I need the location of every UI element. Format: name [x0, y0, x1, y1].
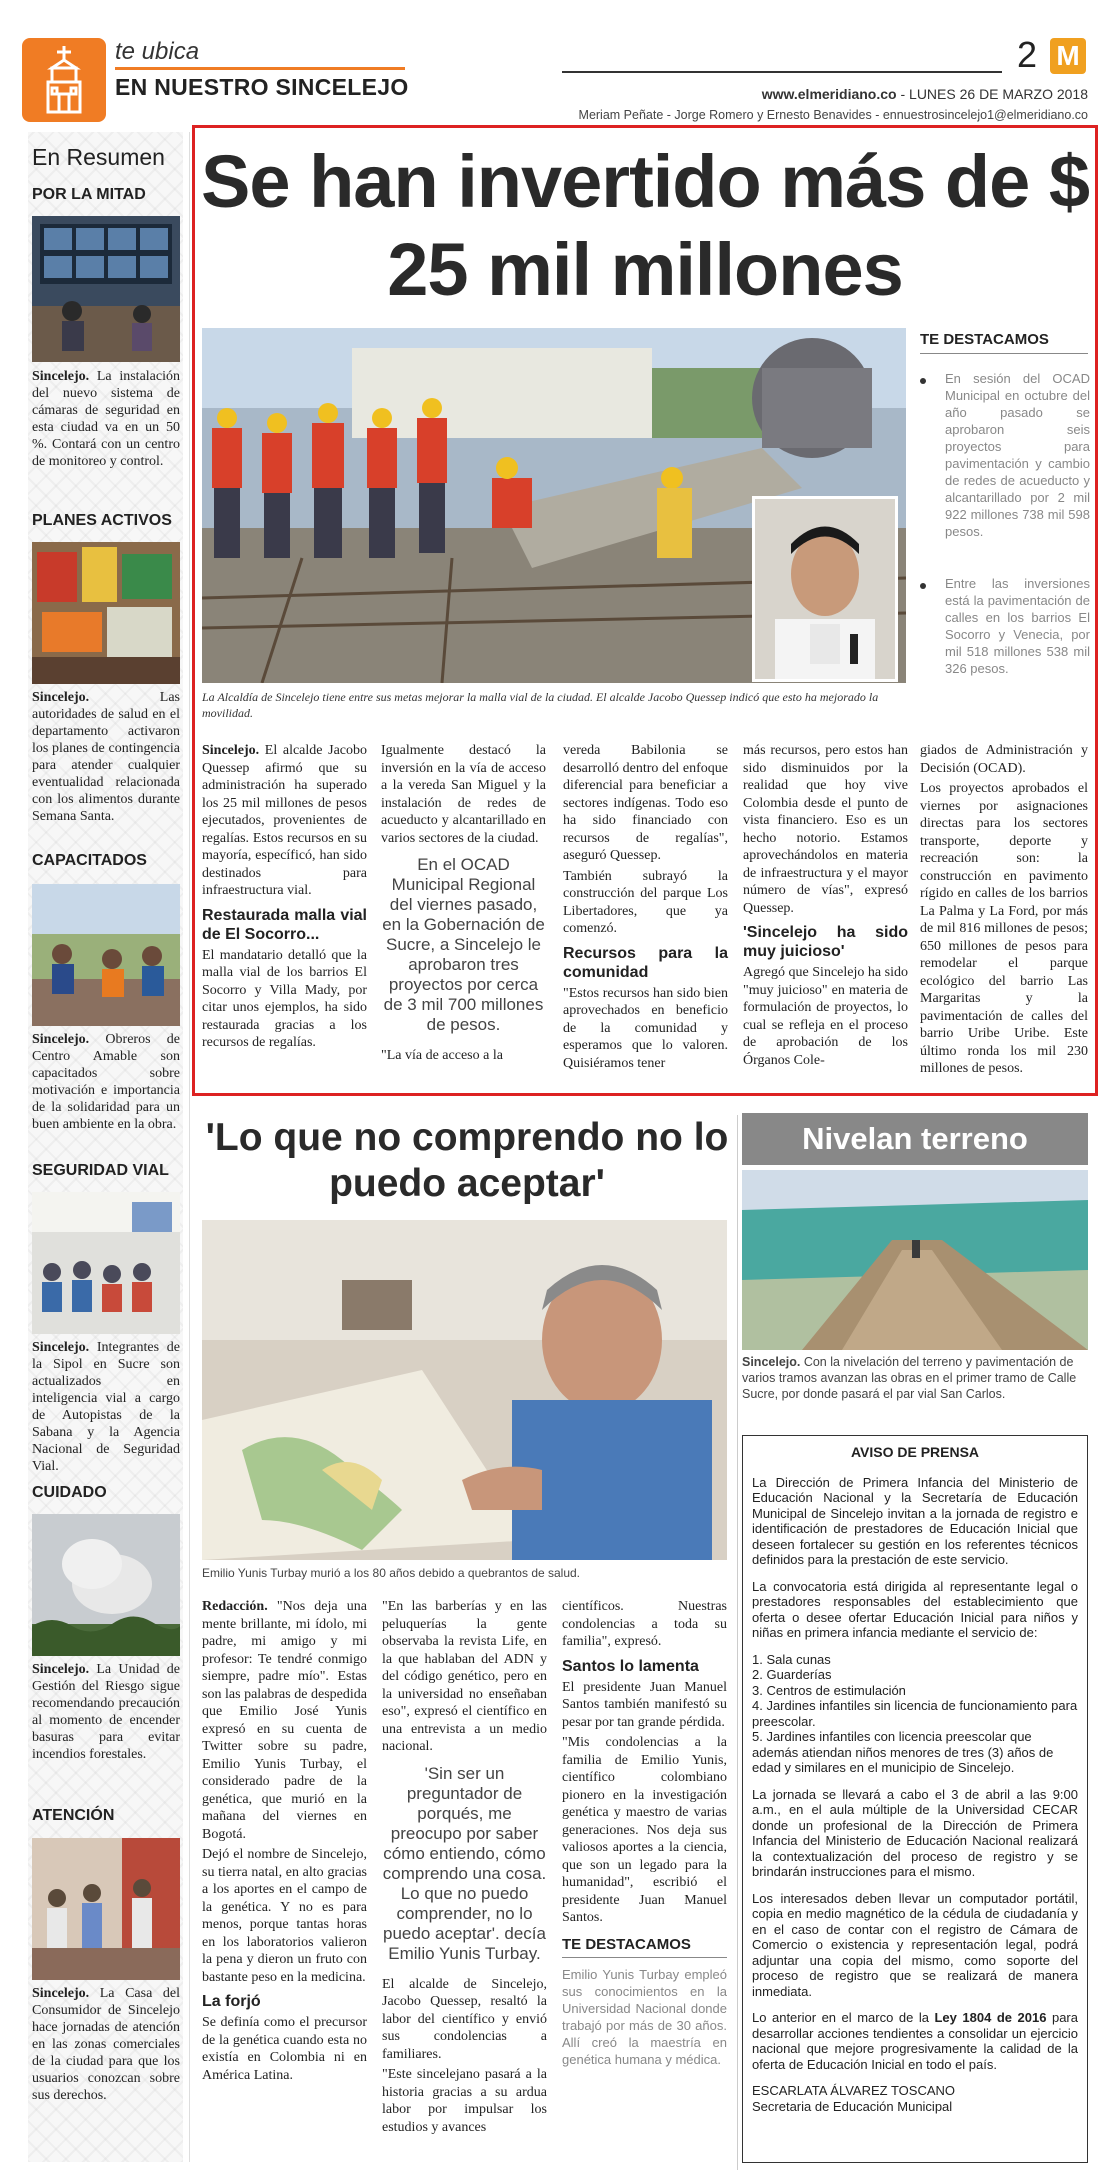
- story2-col-2: [382, 1598, 547, 2139]
- sidebar-heading: CUIDADO: [32, 1484, 107, 1501]
- main-col-3: [563, 742, 728, 1075]
- column-divider: [737, 1115, 738, 2170]
- paragraph: Igualmente destacó la inversión en la vía de acceso a la vereda San Miguel y la instalación de redes de acueducto y alcantarillado en varios sectores de la ciudad.: [381, 743, 546, 846]
- sidebar-photo-training: [32, 1192, 180, 1334]
- paragraph: Se definía como el precursor de la genética cuando esta no existía en Colombia ni en América Latina.: [202, 2015, 367, 2083]
- main-col-5: [920, 742, 1088, 1081]
- sidebar-photo-consumer: [32, 1838, 180, 1980]
- section-prefix: te ubica: [115, 38, 200, 65]
- paragraph: Agregó que Sincelejo ha sido "muy juicioso" en materia de formulación de proyectos, lo cual se refleja en el proceso de aprobación de los Órganos Cole-: [743, 965, 908, 1068]
- sidebar-heading: ATENCIÓN: [32, 1807, 115, 1824]
- te-destacamos-heading: TE DESTACAMOS: [920, 331, 1049, 348]
- pull-quote: En el OCAD Municipal Regional del viernes pasado, en la Gobernación de Sucre, a Sincelejo le aprobaron tres proyectos por cerca de 3 mil 700 millones de pesos.: [382, 855, 545, 1034]
- story2-col-3: [562, 1598, 727, 2071]
- te-destacamos-rule: [562, 1957, 727, 1958]
- paragraph: Los proyectos aprobados el viernes por asignaciones directas para los sectores transporte, deporte y recreación son: la construcción en pavimento rígido en calles de los barrios La Palma y La Ford, por más de mil 816 millones de pesos; 650 millones de pesos para remodelar el parque ecológico del barrio Las Margaritas y la pavimentación de calles del barrio Uribe Uribe. Este último ronda los mil 230 millones de pesos.: [920, 781, 1088, 1076]
- dateline: [560, 86, 1088, 102]
- paragraph: La convocatoria está dirigida al representante legal o prestadores responsables del establecimiento que oferta o desee ofertar Educación Inicial para niños y niñas en primera infancia mediante el servicio de:: [752, 1578, 1078, 1640]
- te-destacamos-text: Emilio Yunis Turbay empleó sus conocimientos en la Universidad Nacional donde trabajó por más de 30 años. Allí creó la maestría en genética humana y médica.: [562, 1966, 727, 2067]
- sidebar-text: Sincelejo. Las autoridades de salud en el departamento activaron los planes de contingencia para atender cualquier eventualidad relacionada con los alimentos durante Semana Santa.: [32, 690, 180, 824]
- paragraph: El alcalde de Sincelejo, Jacobo Quessep, resaltó la labor del científico y envió sus condolencias a familiares.: [382, 1976, 547, 2062]
- aviso-content: [742, 1445, 1088, 2114]
- sidebar-text: Sincelejo. Integrantes de la Sipol en Sucre son actualizados en inteligencia vial a cargo de Autopistas de la Sabana y la Agencia Nacional de Seguridad Vial.: [32, 1340, 180, 1474]
- page-number: 2: [1017, 34, 1038, 75]
- nivelan-caption: Sincelejo. Con la nivelación del terreno y pavimentación de varios tramos avanzan las obras en el primer tramo de Calle Sucre, por donde pasará el par vial San Carlos.: [742, 1355, 1077, 1401]
- list-item: 3. Centros de estimulación: [752, 1682, 906, 1698]
- list-item: 1. Sala cunas: [752, 1651, 831, 1667]
- sidebar-text: Sincelejo. La Unidad de Gestión del Riesgo sigue recomendando precaución al momento de encender basuras para evitar incendios forestales.: [32, 1662, 180, 1762]
- paragraph: "En las barberías y en las peluquerías la gente observaba la revista Life, en la que hablaban del ADN y del código genético, pero en la universidad no enseñaban eso", expresó el científico en una entrevista a un medio nacional.: [382, 1599, 547, 1754]
- brand-logo: M: [1050, 38, 1086, 74]
- bullet-icon: [920, 378, 926, 384]
- paragraph: científicos. Nuestras condolencias a toda su familia", expresó.: [562, 1599, 727, 1649]
- nivelan-photo: [742, 1170, 1088, 1350]
- paragraph: El mandatario detalló que la malla vial de los barrios El Socorro y Villa Mady, por citar unos ejemplos, ha sido restaurada gracias a los recursos de regalías.: [202, 947, 367, 1050]
- sidebar-photo-smoke: [32, 1514, 180, 1656]
- te-destacamos-heading: TE DESTACAMOS: [562, 1935, 691, 1953]
- section-name: EN NUESTRO SINCELEJO: [115, 74, 409, 100]
- paragraph: "Este sincelejano pasará a la historia gracias a su ardua labor por impulsar los estudios y avances: [382, 2067, 547, 2135]
- paragraph: vereda Babilonia se desarrolló dentro del enfoque diferencial para beneficiar a sectores indígenas. Todo eso ha sido financiado con recursos de regalías", aseguró Quessep.: [563, 743, 728, 863]
- story2-photo-emilio-yunis: [202, 1220, 727, 1560]
- subheading: 'Sincelejo ha sido muy juicioso': [743, 924, 908, 960]
- paragraph: La jornada se llevará a cabo el 3 de abril a las 9:00 a.m., en el aula múltiple de la Universidad CECAR donde un profesional de la Dirección de Primera Infancia del Ministerio de Educación Nacional realizará la contextualización del proceso de registro y se brindarán instrucciones para el mismo.: [752, 1786, 1078, 1879]
- paragraph: La Dirección de Primera Infancia del Ministerio de Educación Nacional y la Secretaría de Educación Municipal de Sincelejo invitan a la jornada de registro e identificación de prestadores de Educación Inicial que deseen fortalecer su gestión en los referentes técnicos definidos para la prestación de este servicio.: [752, 1474, 1078, 1567]
- sidebar-photo-food: [32, 542, 180, 684]
- church-icon: [22, 38, 106, 122]
- aviso-list: [752, 1652, 1078, 1776]
- main-photo-caption: La Alcaldía de Sincelejo tiene entre sus metas mejorar la malla vial de la ciudad. El alcalde Jacobo Quessep indicó que esto ha mejorado la movilidad.: [202, 690, 879, 720]
- section-rule: [115, 67, 405, 70]
- website-link[interactable]: www.elmeridiano.co: [761, 86, 897, 102]
- bylines: Meriam Peñate - Jorge Romero y Ernesto Benavides - ennuestrosincelejo1@elmeridiano.co: [578, 108, 1088, 122]
- main-headline: Se han invertido más de $ 25 mil millones: [201, 140, 1089, 311]
- date-text: - LUNES 26 DE MARZO 2018: [900, 86, 1088, 102]
- paragraph: Dejó el nombre de Sincelejo, su tierra natal, en alto gracias a los aportes en el campo de la genética. Y no es para menos, porque tantas horas en los laboratorios valieron la pena y dieron un fruto con bastante peso en la medicina.: [202, 1847, 367, 1985]
- sidebar-title: En Resumen: [32, 144, 165, 170]
- bullet-icon: [920, 583, 926, 589]
- sidebar-heading: POR LA MITAD: [32, 186, 146, 203]
- paragraph: Sincelejo. El alcalde Jacobo Quessep afirmó que su administración ha superado los 25 mil millones de pesos ejecutados, provenientes de regalías. Estos recursos en su mayoría, específicó, han sido destinados para infraestructura vial.: [202, 743, 367, 898]
- paragraph: También subrayó la construcción del parque Los Libertadores, que ya comenzó.: [563, 868, 728, 936]
- sidebar-text: Sincelejo. Obreros de Centro Amable son capacitados sobre motivación e importancia de la solidaridad para un buen ambiente en la obra.: [32, 1032, 180, 1132]
- paragraph: El presidente Juan Manuel Santos también manifestó su pesar por tan grande pérdida.: [562, 1679, 727, 1730]
- sidebar-photo-cameras: [32, 216, 180, 362]
- sidebar-photo-workers: [32, 884, 180, 1026]
- nivelan-heading: Nivelan terreno: [742, 1113, 1088, 1165]
- paragraph: Redacción. "Nos deja una mente brillante, mi ídolo, mi padre, mi amigo y mi profesor: Te tendré conmigo siempre, padre mío". Estas son las palabras de despedida que Emilio José Yunis expresó en su cuenta de Twitter sobre su padre, Emilio Yunis Turbay, el considerado padre de la genética, que murió en la mañana del viernes en Bogotá.: [202, 1599, 367, 1842]
- main-col-1: [202, 742, 367, 1055]
- aviso-signer: ESCARLATA ÁLVAREZ TOSCANO: [752, 2083, 956, 2098]
- sidebar-divider: [189, 132, 190, 2162]
- paragraph: Los interesados deben llevar un computador portátil, copia en medio magnético de la cédula de ciudadanía y en el caso de contar con el registro de Cámara de Comercio o existencia y representación legal, podrá adjuntar una copia del mismo, como soporte del proceso de registro que se realizará de manera inmediata.: [752, 1890, 1078, 1999]
- sidebar-text: Sincelejo. La Casa del Consumidor de Sincelejo hace jornadas de atención en las zonas comerciales de la ciudad para que los usuarios conozcan sobre sus derechos.: [32, 1986, 180, 2103]
- pull-quote: 'Sin ser un preguntador de porqués, me preocupo por saber cómo entiendo, cómo comprendo una cosa. Lo que no puedo comprender, no lo puedo aceptar'. decía Emilio Yunis Turbay.: [382, 1763, 547, 1963]
- paragraph: "Mis condolencias a la familia de Emilio Yunis, científico colombiano pionero en la investigación genética y maestro de varias generaciones. Nos deja sus valiosos aportes a la ciencia, que son un legado para la humanidad", escribió el presidente Juan Manuel Santos.: [562, 1735, 727, 1925]
- te-destacamos-item: Entre las inversiones está la pavimentación de calles en los barrios El Socorro y Venecia, por mil 518 millones 538 mil 326 pesos.: [920, 575, 1090, 677]
- paragraph: "Estos recursos han sido bien aprovechados en beneficio de la comunidad y esperamos que lo valoren. Quisiéramos tener: [563, 985, 728, 1071]
- list-item: 5. Jardines infantiles con licencia preescolar que además atiendan niños menores de tres (3) años de edad y similares en el municipio de Sincelejo.: [752, 1729, 1054, 1775]
- sidebar-heading: SEGURIDAD VIAL: [32, 1162, 169, 1179]
- story2-photo-caption: Emilio Yunis Turbay murió a los 80 años debido a quebrantos de salud.: [202, 1566, 581, 1580]
- sidebar-heading: PLANES ACTIVOS: [32, 512, 172, 529]
- paragraph: giados de Administración y Decisión (OCAD).: [920, 743, 1088, 776]
- sidebar-en-resumen: [28, 132, 183, 2162]
- paragraph: "La vía de acceso a la: [381, 1048, 503, 1063]
- subheading: Restaurada malla vial de El Socorro...: [202, 906, 367, 943]
- header-rule: [562, 71, 1002, 73]
- subheading: La forjó: [202, 1993, 261, 2010]
- paragraph: más recursos, pero estos han sido disminuidos por la realidad que hoy vive Colombia desde el punto de vista financiero. Eso es un hecho notorio. Estamos aprovechándolos en materia de infraestructura y el mayor número de vías", expresó Quessep.: [743, 743, 908, 916]
- main-col-2: [381, 742, 546, 1068]
- sidebar-heading: CAPACITADOS: [32, 852, 147, 869]
- main-col-4: [743, 742, 908, 1072]
- section-logo: [22, 38, 106, 122]
- aviso-title: AVISO DE PRENSA: [850, 1444, 980, 1460]
- te-destacamos-item: En sesión del OCAD Municipal en octubre del año pasado se aprobaron seis proyectos para pavimentación y cambio de redes de acueducto y alcantarillado por 2 mil 922 millones 738 mil 598 pesos.: [920, 370, 1090, 540]
- inset-photo-mayor: [752, 496, 898, 682]
- te-destacamos-rule: [920, 353, 1088, 354]
- story2-headline: 'Lo que no comprendo no lo puedo aceptar': [205, 1116, 729, 1205]
- paragraph: Lo anterior en el marco de la Ley 1804 de 2016 para desarrollar acciones tendientes a consolidar un ejercicio nacional que mejore progresivamente la calidad de la oferta de Educación Inicial en todo el país.: [752, 2010, 1078, 2072]
- list-item: 4. Jardines infantiles sin licencia de funcionamiento para preescolar.: [752, 1698, 1078, 1729]
- subheading: Recursos para la comunidad: [563, 944, 728, 981]
- story2-col-1: [202, 1598, 367, 2087]
- aviso-signer-title: Secretaria de Educación Municipal: [752, 2098, 953, 2114]
- subheading: Santos lo lamenta: [562, 1657, 699, 1675]
- sidebar-text: Sincelejo. La instalación del nuevo sistema de cámaras de seguridad en esta ciudad va en un 50 %. Contará con un centro de monitoreo y control.: [32, 369, 180, 469]
- list-item: 2. Guarderías: [752, 1667, 832, 1682]
